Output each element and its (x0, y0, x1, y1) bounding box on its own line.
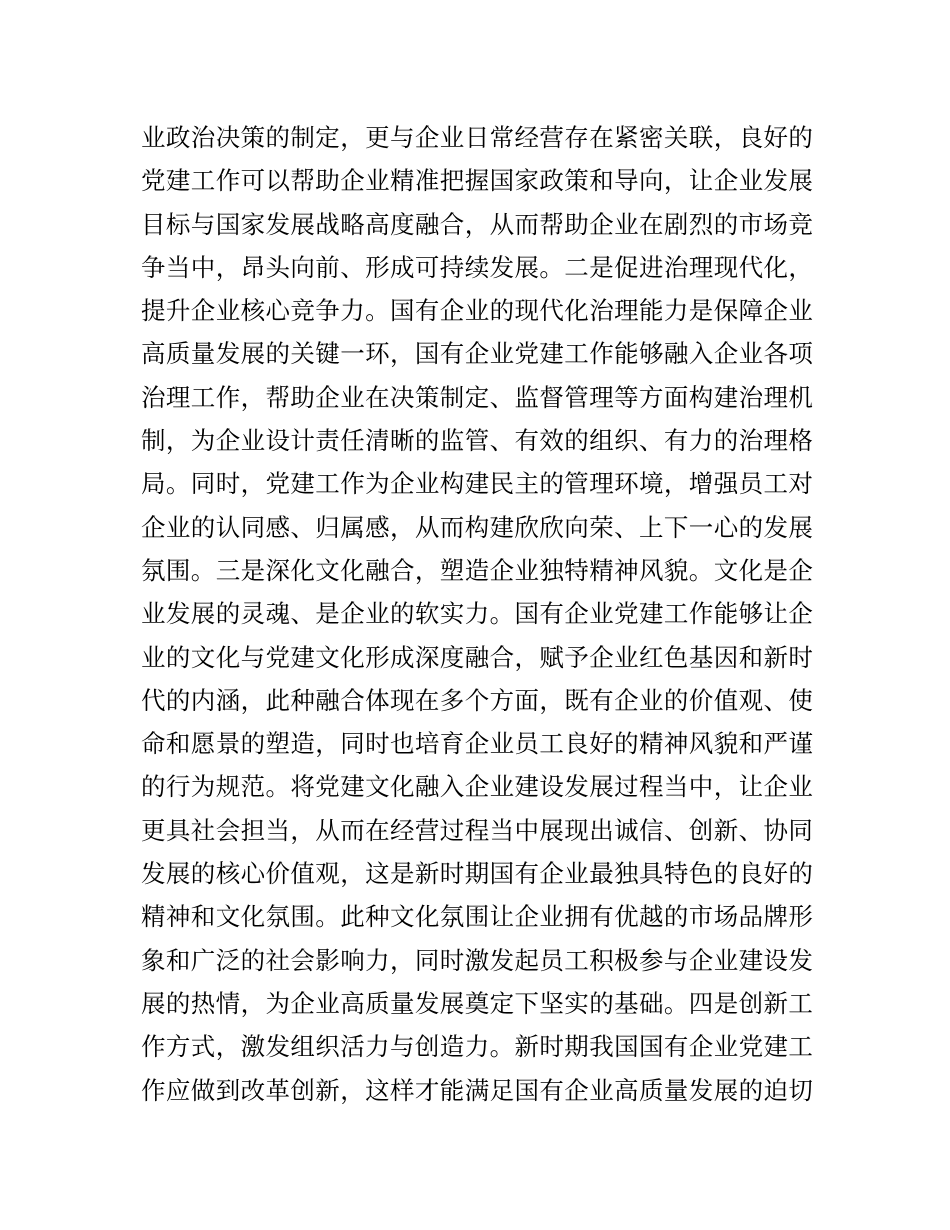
text-line: 党建工作可以帮助企业精准把握国家政策和导向，让企业发展 (141, 166, 814, 196)
text-line: 展的热情，为企业高质量发展奠定下坚实的基础。四是创新工 (141, 988, 814, 1018)
text-line: 业发展的灵魂、是企业的软实力。国有企业党建工作能够让企 (141, 599, 814, 629)
text-line: 局。同时，党建工作为企业构建民主的管理环境，增强员工对 (141, 469, 814, 499)
text-line: 精神和文化氛围。此种文化氛围让企业拥有优越的市场品牌形 (141, 902, 814, 932)
text-line: 发展的核心价值观，这是新时期国有企业最独具特色的良好的 (141, 859, 814, 889)
text-line: 企业的认同感、归属感，从而构建欣欣向荣、上下一心的发展 (141, 512, 814, 542)
text-line: 争当中，昂头向前、形成可持续发展。二是促进治理现代化， (141, 252, 814, 282)
body-text (141, 116, 821, 1112)
text-line: 命和愿景的塑造，同时也培育企业员工良好的精神风貌和严谨 (141, 729, 814, 759)
text-line: 提升企业核心竞争力。国有企业的现代化治理能力是保障企业 (141, 296, 814, 326)
text-line: 作方式，激发组织活力与创造力。新时期我国国有企业党建工 (141, 1032, 814, 1062)
text-line: 治理工作，帮助企业在决策制定、监督管理等方面构建治理机 (141, 382, 814, 412)
text-line: 目标与国家发展战略高度融合，从而帮助企业在剧烈的市场竞 (141, 209, 814, 239)
text-line: 业的文化与党建文化形成深度融合，赋予企业红色基因和新时 (141, 642, 814, 672)
text-line: 代的内涵，此种融合体现在多个方面，既有企业的价值观、使 (141, 685, 814, 715)
text-line: 氛围。三是深化文化融合，塑造企业独特精神风貌。文化是企 (141, 555, 814, 585)
text-line: 作应做到改革创新，这样才能满足国有企业高质量发展的迫切 (141, 1075, 814, 1105)
text-line: 业政治决策的制定，更与企业日常经营存在紧密关联，良好的 (141, 123, 814, 152)
text-line: 象和广泛的社会影响力，同时激发起员工积极参与企业建设发 (141, 945, 814, 975)
text-line: 的行为规范。将党建文化融入企业建设发展过程当中，让企业 (141, 772, 814, 802)
text-line: 制，为企业设计责任清晰的监管、有效的组织、有力的治理格 (141, 426, 814, 456)
text-line: 高质量发展的关键一环，国有企业党建工作能够融入企业各项 (141, 339, 814, 369)
text-line: 更具社会担当，从而在经营过程当中展现出诚信、创新、协同 (141, 815, 814, 845)
